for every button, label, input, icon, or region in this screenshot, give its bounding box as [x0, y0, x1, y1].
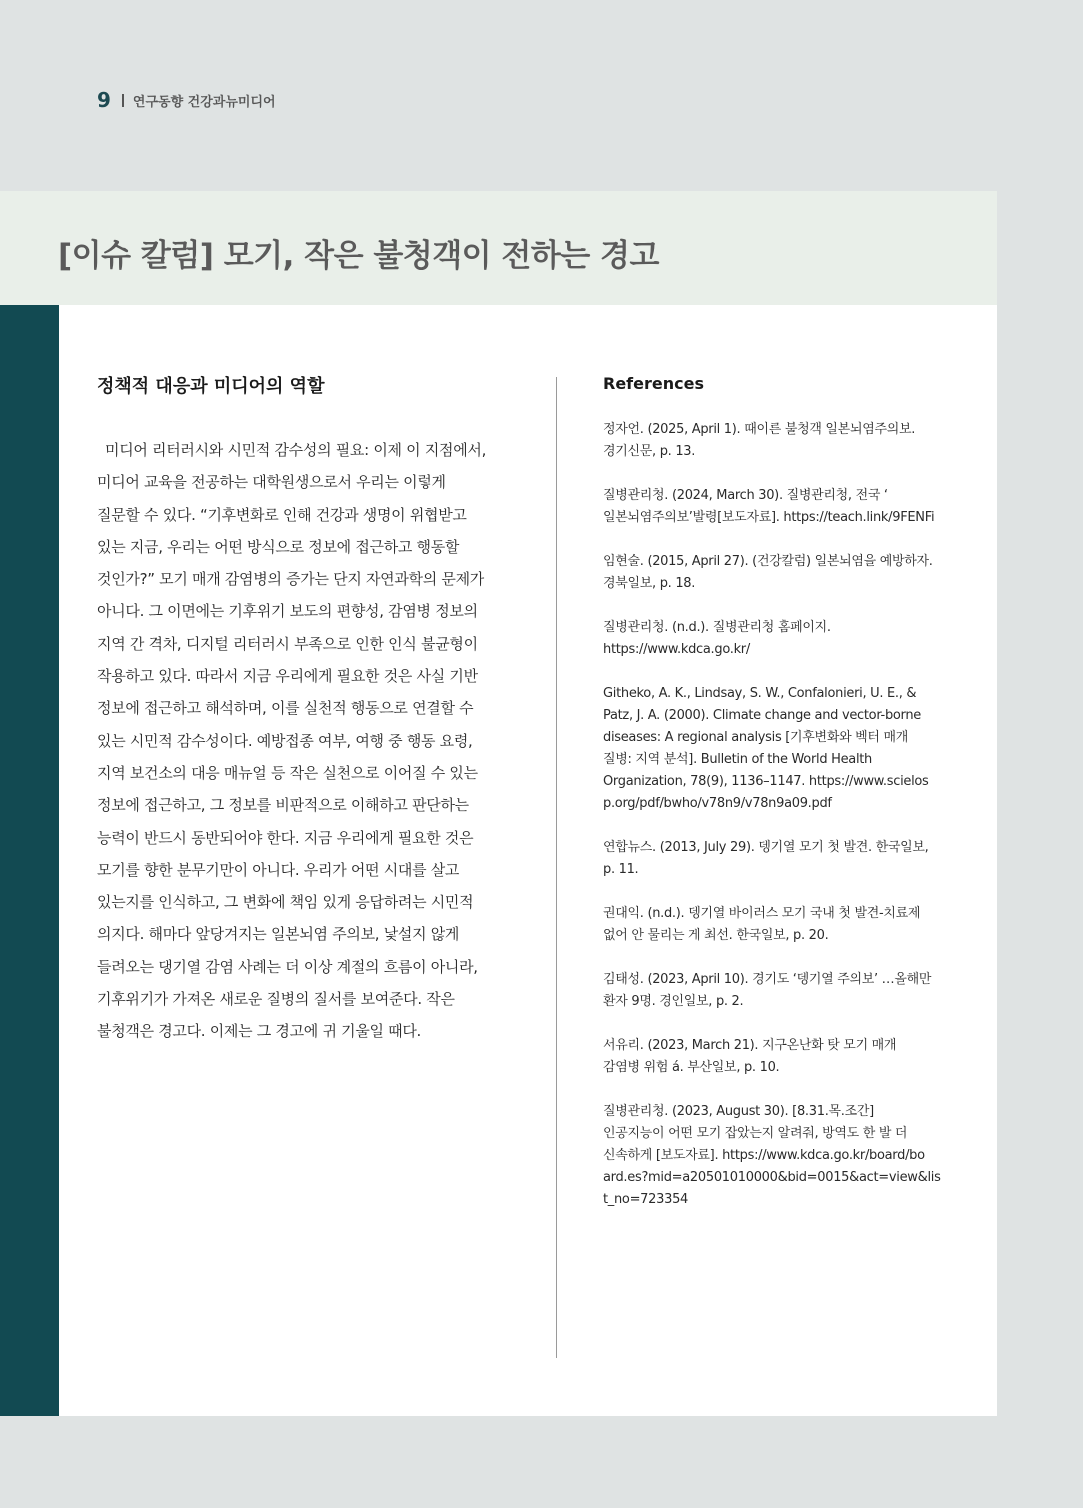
reference-line: t_no=723354 [603, 1192, 689, 1207]
body-line: 있는 시민적 감수성이다. 예방접종 여부, 여행 중 행동 요령, [97, 731, 473, 750]
body-line: 기후위기가 가져온 새로운 질병의 질서를 보여준다. 작은 [97, 990, 455, 1009]
body-line: 불청객은 경고다. 이제는 그 경고에 귀 기울일 때다. [97, 1022, 422, 1041]
section-heading: 정책적 대응과 미디어의 역할 [97, 376, 325, 397]
reference-line: 신속하게 [보도자료]. https://www.kdca.go.kr/board/bo [603, 1148, 925, 1163]
body-line: 미디어 리터러시와 시민적 감수성의 필요: 이제 이 지점에서, [105, 441, 487, 459]
reference-line: 임현술. (2015, April 27). (건강칼럼) 일본뇌염을 예방하자. [603, 554, 933, 569]
reference-line: 일본뇌염주의보’발령[보도자료]. https://teach.link/9FENFi [603, 510, 935, 525]
reference-entry [603, 617, 961, 661]
body-text [97, 434, 507, 1048]
body-line: 정보에 접근하고 해석하며, 이를 실천적 행동으로 연결할 수 [97, 699, 474, 718]
reference-line: https://www.kdca.go.kr/ [603, 642, 750, 657]
reference-line: 환자 9명. 경인일보, p. 2. [603, 994, 744, 1009]
body-line: 들려오는 댕기열 감염 사례는 더 이상 계절의 흐름이 아니라, [97, 957, 478, 976]
body-line: 것인가?” 모기 매개 감염병의 증가는 단지 자연과학의 문제가 [97, 570, 484, 589]
header-divider [122, 94, 124, 107]
reference-line: 서유리. (2023, March 21). 지구온난화 탓 모기 매개 [603, 1038, 897, 1053]
reference-line: 인공지능이 어떤 모기 잡았는지 알려줘, 방역도 한 발 더 [603, 1126, 908, 1141]
body-line: 질문할 수 있다. “기후변화로 인해 건강과 생명이 위협받고 [97, 505, 467, 524]
references-list [603, 419, 961, 1233]
reference-line: 경기신문, p. 13. [603, 444, 696, 459]
reference-line: 없어 안 물리는 게 최선. 한국일보, p. 20. [603, 928, 829, 943]
reference-line: 감염병 위험 á. 부산일보, p. 10. [603, 1060, 780, 1075]
page-number: 9 [97, 88, 111, 112]
reference-entry [603, 419, 961, 463]
body-line: 작용하고 있다. 따라서 지금 우리에게 필요한 것은 사실 기반 [97, 667, 478, 686]
reference-line: 질병관리청. (2024, March 30). 질병관리청, 전국 ‘ [603, 488, 888, 503]
reference-entry [603, 551, 961, 595]
reference-entry [603, 1035, 961, 1079]
reference-entry [603, 683, 961, 815]
page-title: [이슈 칼럼] 모기, 작은 불청객이 전하는 경고 [58, 238, 659, 274]
body-line: 지역 간 격차, 디지털 리터러시 부족으로 인한 인식 불균형이 [97, 634, 478, 653]
reference-line: 권대익. (n.d.). 뎅기열 바이러스 모기 국내 첫 발견-치료제 [603, 906, 921, 921]
body-line: 있는 지금, 우리는 어떤 방식으로 정보에 접근하고 행동할 [97, 537, 460, 556]
references-heading: References [603, 374, 704, 393]
reference-entry [603, 1101, 961, 1211]
column-divider [556, 377, 557, 1358]
reference-line: 연합뉴스. (2013, July 29). 뎅기열 모기 첫 발견. 한국일보, [603, 840, 929, 855]
reference-line: 정자언. (2025, April 1). 때이른 불청객 일본뇌염주의보. [603, 422, 916, 437]
reference-entry [603, 837, 961, 881]
body-line: 아니다. 그 이면에는 기후위기 보도의 편향성, 감염병 정보의 [97, 602, 478, 621]
side-accent-bar [0, 305, 59, 1416]
body-line: 능력이 반드시 동반되어야 한다. 지금 우리에게 필요한 것은 [97, 828, 474, 847]
reference-line: 김태성. (2023, April 10). 경기도 ‘뎅기열 주의보’ …올해만 [603, 972, 932, 987]
reference-line: diseases: A regional analysis [기후변화와 벡터 매개 [603, 730, 909, 745]
reference-line: 질병: 지역 분석]. Bulletin of the World Health [603, 752, 872, 767]
body-line: 미디어 교육을 전공하는 대학원생으로서 우리는 이렇게 [97, 473, 446, 492]
body-line: 지역 보건소의 대응 매뉴얼 등 작은 실천으로 이어질 수 있는 [97, 763, 478, 782]
reference-entry [603, 969, 961, 1013]
reference-line: Githeko, A. K., Lindsay, S. W., Confalonieri, U. E., & [603, 686, 917, 701]
body-line: 있는지를 인식하고, 그 변화에 책임 있게 응답하려는 시민적 [97, 893, 474, 912]
reference-entry [603, 903, 961, 947]
header-section-label: 연구동향 건강과뉴미디어 [132, 94, 276, 110]
body-line: 모기를 향한 분무기만이 아니다. 우리가 어떤 시대를 살고 [97, 860, 460, 879]
body-line: 정보에 접근하고, 그 정보를 비판적으로 이해하고 판단하는 [97, 796, 469, 815]
reference-line: p. 11. [603, 862, 639, 877]
page-header [97, 88, 276, 112]
reference-line: 경북일보, p. 18. [603, 576, 696, 591]
reference-line: p.org/pdf/bwho/v78n9/v78n9a09.pdf [603, 796, 832, 811]
reference-line: Patz, J. A. (2000). Climate change and vector-borne [603, 708, 922, 723]
reference-line: 질병관리청. (n.d.). 질병관리청 홈페이지. [603, 620, 831, 635]
body-line: 의지다. 해마다 앞당겨지는 일본뇌염 주의보, 낯설지 않게 [97, 925, 460, 944]
reference-line: 질병관리청. (2023, August 30). [8.31.목.조간] [603, 1104, 874, 1119]
reference-line: ard.es?mid=a20501010000&bid=0015&act=view&lis [603, 1170, 941, 1185]
reference-line: Organization, 78(9), 1136–1147. https://www.scielos [603, 774, 929, 789]
reference-entry [603, 485, 961, 529]
